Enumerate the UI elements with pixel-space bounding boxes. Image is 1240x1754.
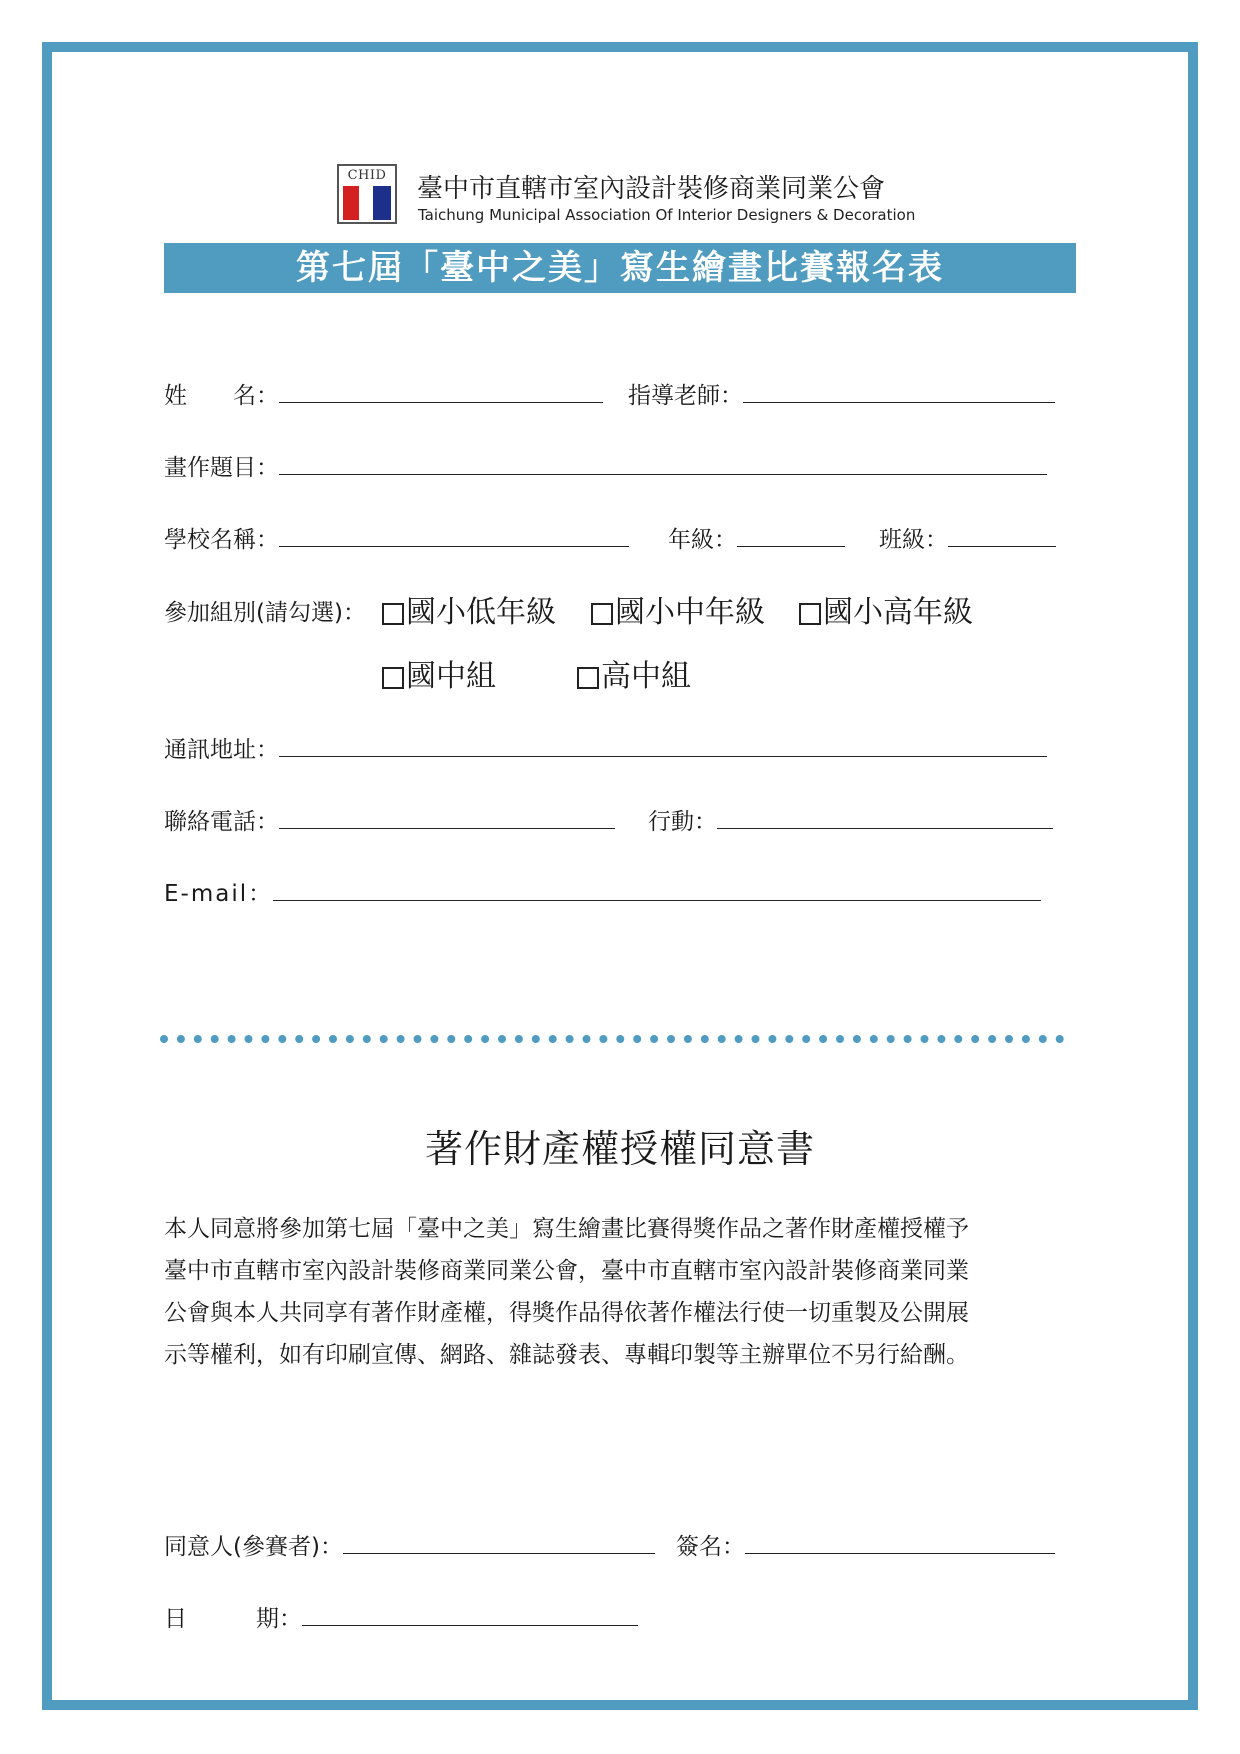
grade-input-line[interactable] (737, 524, 845, 547)
name-input-line[interactable] (279, 380, 603, 403)
signature-field[interactable] (676, 1528, 1055, 1561)
agree-person-label: 同意人(參賽者)： (164, 1534, 343, 1560)
form-title-banner: 第七屆「臺中之美」寫生繪畫比賽報名表 (164, 243, 1076, 293)
group-option-elementary-lower[interactable]: 國小低年級 (382, 587, 556, 631)
group-option-senior-high[interactable]: 高中組 (577, 651, 691, 695)
teacher-label: 指導老師： (628, 383, 743, 409)
date-input-line[interactable] (302, 1603, 638, 1626)
class-label: 班級： (879, 527, 948, 553)
address-input-line[interactable] (279, 734, 1047, 757)
address-label: 通訊地址： (164, 737, 279, 763)
org-name-zh: 臺中市直轄市室內設計裝修商業同業公會 (417, 174, 886, 204)
association-logo (337, 164, 397, 224)
phone-label: 聯絡電話： (164, 809, 279, 835)
email-input-line[interactable] (273, 878, 1041, 901)
checkbox[interactable] (382, 603, 404, 625)
checkbox[interactable] (382, 667, 404, 689)
signature-input-line[interactable] (745, 1531, 1055, 1554)
name-field[interactable] (164, 377, 603, 410)
consent-paragraph (164, 1208, 1064, 1376)
name-label: 姓 名： (164, 383, 279, 409)
phone-input-line[interactable] (279, 806, 615, 829)
agree-person-field[interactable] (164, 1528, 655, 1561)
artwork-title-field[interactable] (164, 449, 1047, 482)
school-label: 學校名稱： (164, 527, 279, 553)
agree-person-input-line[interactable] (343, 1531, 655, 1554)
class-input-line[interactable] (948, 524, 1056, 547)
phone-field[interactable] (164, 803, 615, 836)
class-field[interactable] (879, 521, 1056, 554)
school-input-line[interactable] (279, 524, 629, 547)
consent-title: 著作財產權授權同意書 (424, 1127, 815, 1171)
date-label: 日 期： (164, 1606, 302, 1632)
group-option-elementary-upper[interactable]: 國小高年級 (799, 587, 973, 631)
mobile-input-line[interactable] (717, 806, 1053, 829)
email-field[interactable] (164, 875, 1041, 908)
group-label: 參加組別(請勾選)： (164, 600, 366, 626)
logo-text: CHID (347, 168, 387, 183)
consent-line: 本人同意將參加第七屆「臺中之美」寫生繪畫比賽得獎作品之著作財產權授權予 (164, 1216, 969, 1242)
artwork-title-label: 畫作題目： (164, 455, 279, 481)
checkbox[interactable] (577, 667, 599, 689)
dotted-separator (160, 1033, 1080, 1045)
teacher-field[interactable] (628, 377, 1055, 410)
group-option-junior-high[interactable]: 國中組 (382, 651, 496, 695)
signature-label: 簽名： (676, 1534, 745, 1560)
school-field[interactable] (164, 521, 629, 554)
group-option-elementary-middle[interactable]: 國小中年級 (591, 587, 765, 631)
consent-line: 公會與本人共同享有著作財產權，得獎作品得依著作權法行使一切重製及公開展 (164, 1300, 969, 1326)
grade-label: 年級： (668, 527, 737, 553)
artwork-title-input-line[interactable] (279, 452, 1047, 475)
checkbox[interactable] (799, 603, 821, 625)
checkbox[interactable] (591, 603, 613, 625)
teacher-input-line[interactable] (743, 380, 1055, 403)
grade-field[interactable] (668, 521, 845, 554)
consent-line: 臺中市直轄市室內設計裝修商業同業公會，臺中市直轄市室內設計裝修商業同業 (164, 1258, 969, 1284)
consent-line: 示等權利，如有印刷宣傳、網路、雜誌發表、專輯印製等主辦單位不另行給酬。 (164, 1342, 969, 1368)
mobile-field[interactable] (648, 803, 1053, 836)
org-name-en: Taichung Municipal Association Of Interior Designers & Decoration (418, 206, 916, 224)
email-label: E-mail： (164, 881, 274, 907)
mobile-label: 行動： (648, 809, 717, 835)
address-field[interactable] (164, 731, 1047, 764)
date-field[interactable] (164, 1600, 638, 1633)
